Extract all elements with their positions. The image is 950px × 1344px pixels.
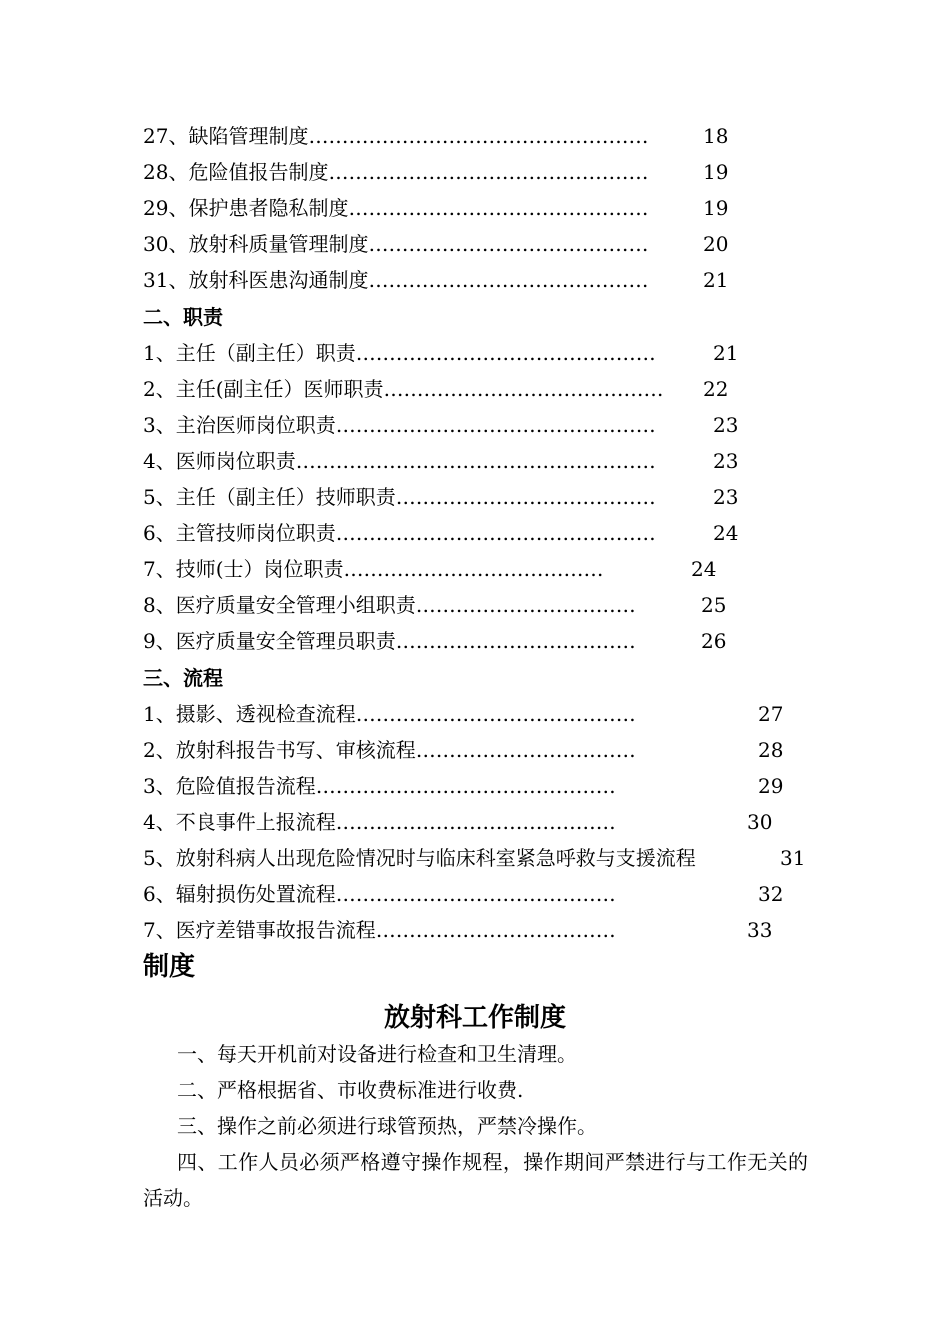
toc-entry-page: 23: [713, 449, 739, 473]
toc-entry-label: 28、危险值报告制度…………………………………………: [143, 160, 649, 184]
toc-entry-label: 5、放射科病人出现危险情况时与临床科室紧急呼救与支援流程: [143, 846, 696, 870]
toc-entry-label: 7、医疗差错事故报告流程………………………………: [143, 918, 616, 942]
toc-entry-page: 25: [701, 593, 727, 617]
toc-entry-label: 31、放射科医患沟通制度……………………………………: [143, 268, 649, 292]
toc-entry: [143, 194, 729, 222]
toc-entry-page: 27: [758, 702, 784, 726]
toc-entry-label: 2、主任(副主任）医师职责……………………………………: [143, 377, 664, 401]
body-paragraph: 四、工作人员必须严格遵守操作规程，操作期间严禁进行与工作无关的活动。: [143, 1150, 808, 1210]
toc-entry-label: 4、医师岗位职责………………………………………………: [143, 449, 656, 473]
toc-entry: [143, 808, 773, 836]
toc-entry-page: 19: [703, 160, 729, 184]
toc-entry: [143, 519, 739, 547]
toc-entry-label: 30、放射科质量管理制度……………………………………: [143, 232, 649, 256]
toc-entry-label: 1、摄影、透视检查流程……………………………………: [143, 702, 636, 726]
section-heading-duties: 二、职责: [143, 305, 223, 329]
toc-entry-page: 21: [713, 341, 739, 365]
toc-entry: [143, 122, 729, 150]
toc-entry-page: 23: [713, 413, 739, 437]
toc-entry: [143, 736, 784, 764]
toc-entry-page: 30: [747, 810, 773, 834]
toc-entry: [143, 483, 739, 511]
toc-entry-page: 33: [747, 918, 773, 942]
toc-entry: [143, 339, 739, 367]
toc-entry-label: 6、辐射损伤处置流程……………………………………: [143, 882, 616, 906]
toc-entry-label: 6、主管技师岗位职责…………………………………………: [143, 521, 656, 545]
toc-entry-page: 24: [691, 557, 717, 581]
toc-entry: [143, 411, 739, 439]
toc-entry: [143, 627, 727, 655]
toc-entry-label: 27、缺陷管理制度……………………………………………: [143, 124, 649, 148]
toc-entry-label: 9、医疗质量安全管理员职责………………………………: [143, 629, 636, 653]
document-title: 放射科工作制度: [383, 1003, 566, 1033]
toc-entry-page: 22: [703, 377, 729, 401]
toc-entry-label: 2、放射科报告书写、审核流程……………………………: [143, 738, 636, 762]
toc-entry: [143, 772, 784, 800]
toc-entry-page: 32: [758, 882, 784, 906]
toc-entry: [143, 844, 806, 872]
toc-entry: [143, 447, 739, 475]
toc-entry-label: 3、危险值报告流程………………………………………: [143, 774, 616, 798]
body-paragraph: 三、操作之前必须进行球管预热，严禁冷操作。: [177, 1114, 597, 1138]
toc-entry-page: 23: [713, 485, 739, 509]
toc-entry-page: 18: [703, 124, 729, 148]
toc-entry-page: 24: [713, 521, 739, 545]
toc-entry-page: 26: [701, 629, 727, 653]
toc-entry: [143, 916, 773, 944]
toc-entry-label: 4、不良事件上报流程……………………………………: [143, 810, 616, 834]
toc-entry-page: 29: [758, 774, 784, 798]
toc-entry-page: 20: [703, 232, 729, 256]
toc-entry-page: 21: [703, 268, 729, 292]
toc-entry: [143, 266, 729, 294]
body-paragraph: 二、严格根据省、市收费标准进行收费.: [177, 1078, 524, 1102]
chapter-heading: 制度: [143, 952, 196, 982]
toc-entry: [143, 375, 729, 403]
toc-entry-page: 28: [758, 738, 784, 762]
toc-entry-label: 1、主任（副主任）职责………………………………………: [143, 341, 656, 365]
toc-entry-page: 31: [780, 846, 806, 870]
toc-entry: [143, 555, 717, 583]
toc-entry-label: 8、医疗质量安全管理小组职责……………………………: [143, 593, 636, 617]
toc-entry: [143, 158, 729, 186]
toc-entry-label: 7、技师(士）岗位职责…………………………………: [143, 557, 604, 581]
toc-entry: [143, 230, 729, 258]
body-paragraph: 一、每天开机前对设备进行检查和卫生清理。: [177, 1042, 577, 1066]
toc-entry-label: 3、主治医师岗位职责…………………………………………: [143, 413, 656, 437]
section-heading-procedures: 三、流程: [143, 666, 223, 690]
toc-entry: [143, 880, 784, 908]
toc-entry-label: 5、主任（副主任）技师职责…………………………………: [143, 485, 656, 509]
toc-entry-label: 29、保护患者隐私制度………………………………………: [143, 196, 649, 220]
toc-entry: [143, 591, 727, 619]
toc-entry-page: 19: [703, 196, 729, 220]
toc-entry: [143, 700, 784, 728]
